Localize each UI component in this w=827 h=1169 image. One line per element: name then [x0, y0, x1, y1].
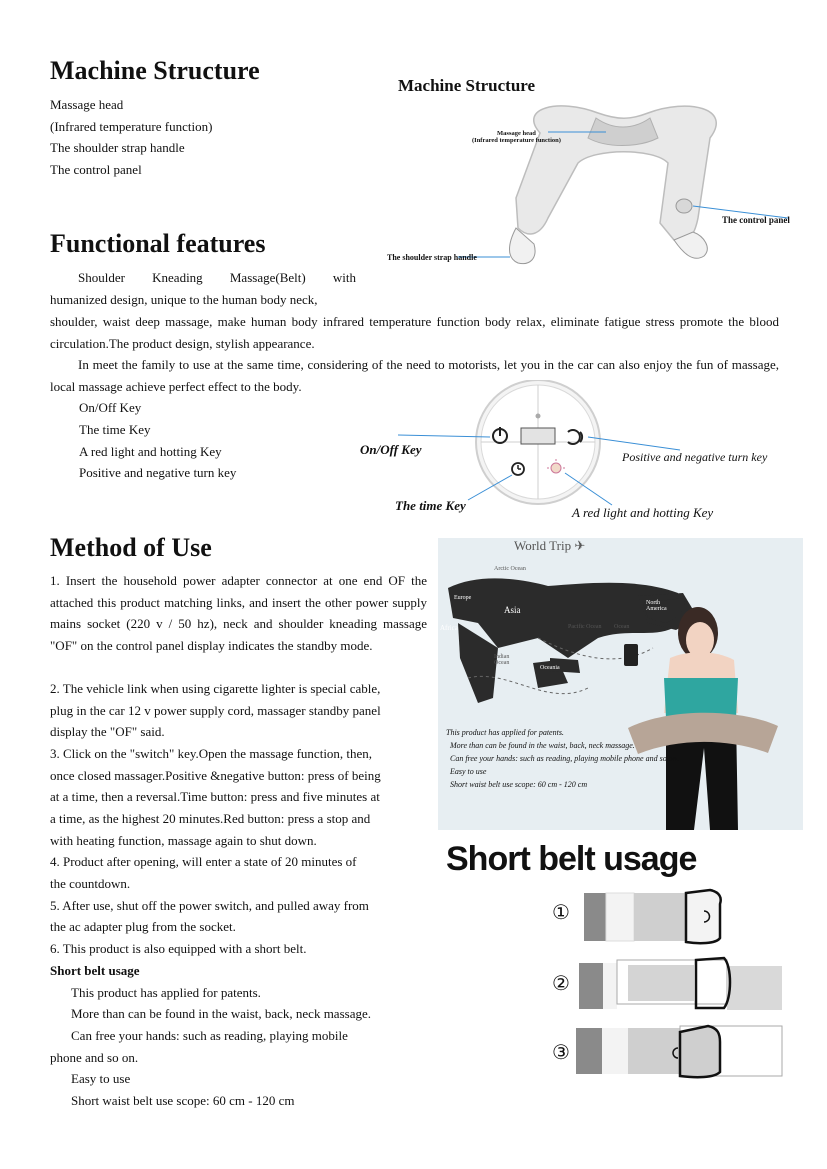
structure-line: Massage head — [50, 97, 124, 112]
machine-structure-heading: Machine Structure — [50, 56, 260, 85]
map-label: Indian Ocean — [494, 654, 510, 666]
label-redlight-key: A red light and hotting Key — [572, 505, 714, 520]
features-line-2: humanized design, unique to the human body neck, — [50, 292, 318, 307]
photo-caption: This product has applied for patents. More than can be found in the waist, back, neck massage. Can free your hands: such as reading, playing mobile phone and so on. Easy to use Short waist belt use scope: 60 cm - 120 cm — [446, 728, 679, 789]
key-list-item: The time Key — [79, 422, 151, 437]
map-label: Africa — [440, 624, 458, 632]
short-belt-heading: Short belt usage — [50, 963, 140, 978]
method-line: display the "OF" said. — [50, 724, 165, 739]
control-panel-figure — [350, 380, 800, 530]
method-line: the countdown. — [50, 876, 131, 891]
photo-title: World Trip ✈ — [514, 538, 586, 553]
machine-structure-figure — [368, 68, 800, 268]
label-control-panel: The control panel — [722, 215, 790, 225]
map-label: Oceania — [540, 665, 560, 671]
belt-step-number: ③ — [552, 1042, 570, 1064]
map-label: Pacific Ocean — [568, 624, 602, 630]
method-line: with heating function, massage again to shut down. — [50, 833, 317, 848]
key-list-item: Positive and negative turn key — [79, 465, 237, 480]
features-line-1: Shoulder Kneading Massage(Belt) with — [78, 270, 356, 285]
label-massage-head: Massage head (Infrared temperature function) — [472, 130, 561, 144]
method-line: at a time, then a reversal.Time button: press and five minutes at — [50, 789, 380, 804]
structure-line: (Infrared temperature function) — [50, 119, 213, 134]
functional-features-heading: Functional features — [50, 229, 266, 258]
short-belt-line: Can free your hands: such as reading, playing mobile — [71, 1028, 348, 1043]
short-belt-figure — [438, 838, 803, 1100]
method-line: 5. After use, shut off the power switch, and pulled away from — [50, 898, 369, 913]
figure-title: Machine Structure — [398, 76, 536, 95]
method-line: plug in the car 12 v power supply cord, massager standby panel — [50, 703, 381, 718]
short-belt-line: Short waist belt use scope: 60 cm - 120 cm — [71, 1093, 295, 1108]
label-strap-handle: The shoulder strap handle — [387, 253, 477, 262]
structure-line: The shoulder strap handle — [50, 140, 185, 155]
map-label: Europe — [454, 595, 472, 601]
short-belt-line: More than can be found in the waist, back, neck massage. — [71, 1006, 371, 1021]
belt-figure-title: Short belt usage — [446, 840, 697, 878]
method-line: 3. Click on the "switch" key.Open the massage function, then, — [50, 746, 373, 761]
belt-drawings — [438, 838, 803, 1100]
label-time-key: The time Key — [395, 498, 466, 513]
massager-drawing — [368, 68, 800, 268]
method-line: 2. The vehicle link when using cigarette lighter is special cable, — [50, 681, 381, 696]
leader-line — [588, 437, 680, 450]
map-label: Asia — [504, 605, 521, 615]
belt-step-number: ② — [552, 973, 570, 995]
key-list-item: On/Off Key — [79, 400, 142, 415]
belt-step-number: ① — [552, 902, 570, 924]
method-line: 4. Product after opening, will enter a state of 20 minutes of — [50, 854, 357, 869]
label-onoff-key: On/Off Key — [360, 442, 422, 457]
short-belt-line: This product has applied for patents. — [71, 985, 261, 1000]
method-line: the ac adapter plug from the socket. — [50, 919, 236, 934]
method-line: a time, as the highest 20 minutes.Red button: press a stop and — [50, 811, 371, 826]
method-line: 6. This product is also equipped with a short belt. — [50, 941, 307, 956]
method-step-1: 1. Insert the household power adapter connector at one end OF the attached this product matching links, and insert the other power supply mains socket (220 v / 50 hz), neck and shoulder kneading massage "OF" on the control panel display indicates the standby mode. — [50, 573, 427, 653]
key-list-item: A red light and hotting Key — [79, 444, 222, 459]
product-photo — [438, 538, 803, 830]
short-belt-line: phone and so on. — [50, 1050, 139, 1065]
map-label: Ocean — [614, 624, 630, 630]
method-line: once closed massager.Positive &negative button: press of being — [50, 768, 381, 783]
short-belt-line: Easy to use — [71, 1071, 131, 1086]
features-paragraph-2: In meet the family to use at the same time, considering of the need to motorists, let you in the car can also enjoy the fun of massage, local massage achieve perfect effect to the body. — [50, 357, 779, 394]
label-posneg-key: Positive and negative turn key — [622, 450, 768, 464]
map-label: North America — [646, 600, 667, 612]
features-paragraph-1: shoulder, waist deep massage, make human body infrared temperature function body relax, eliminate fatigue stress promote the blood circulation.The product design, stylish appearance. — [50, 314, 779, 351]
structure-line: The control panel — [50, 162, 142, 177]
map-label: Arctic Ocean — [494, 566, 526, 572]
method-of-use-heading: Method of Use — [50, 533, 212, 562]
